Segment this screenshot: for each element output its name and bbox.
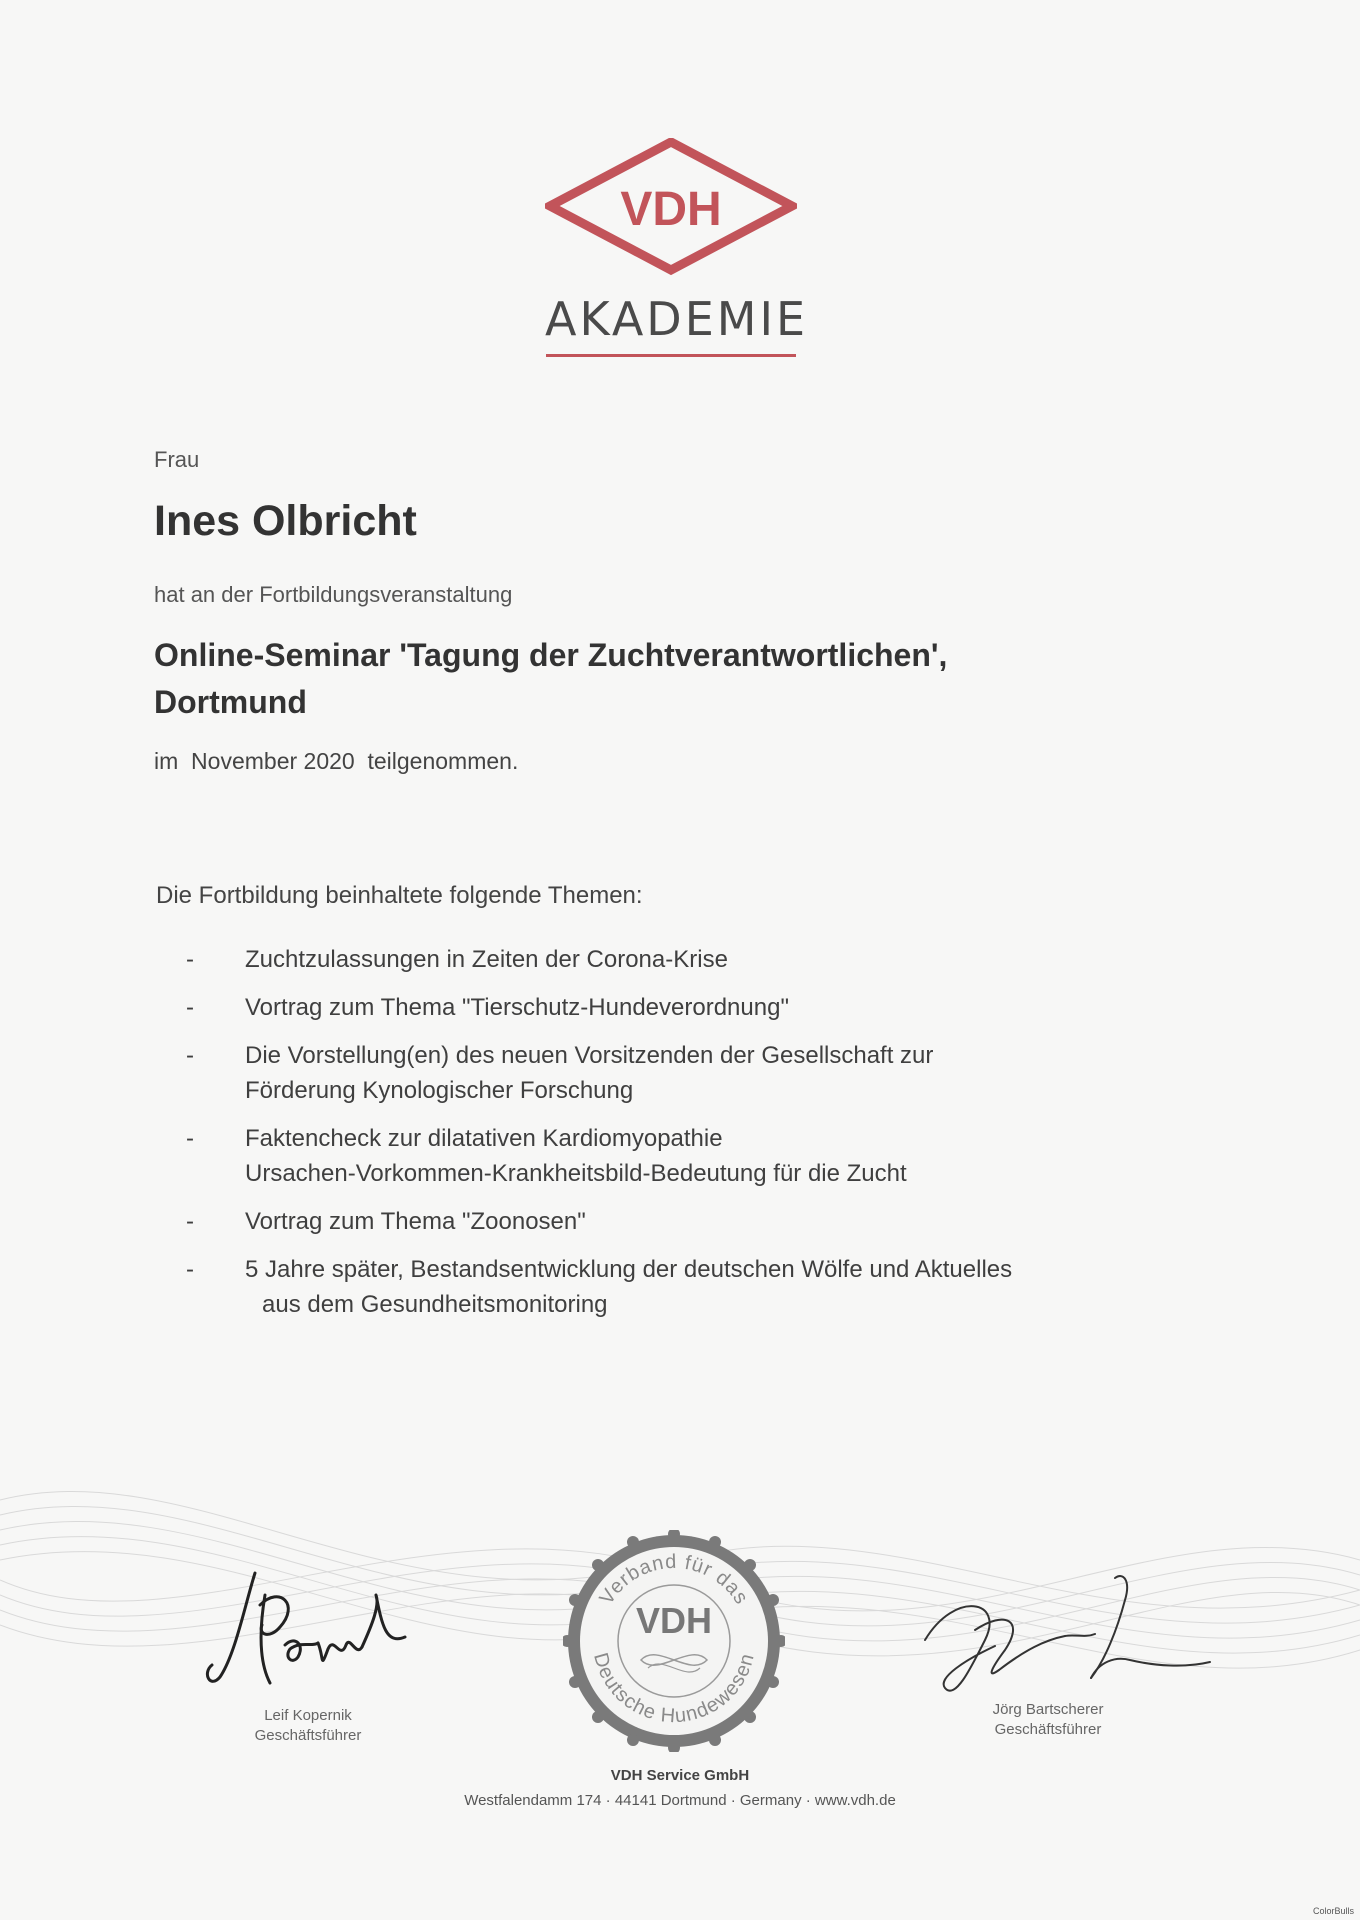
topic-text: Die Vorstellung(en) des neuen Vorsitzenden der Gesellschaft zur xyxy=(245,1042,934,1069)
topic-text-continued: Förderung Kynologischer Forschung xyxy=(245,1077,634,1104)
list-item xyxy=(150,990,1150,1025)
topic-text: Faktencheck zur dilatativen Kardiomyopathie xyxy=(245,1125,723,1152)
company-address: Westfalendamm 174 · 44141 Dortmund · Germany · www.vdh.de xyxy=(464,1792,896,1809)
company-name: VDH Service GmbH xyxy=(610,1767,750,1784)
topic-text-continued: Ursachen-Vorkommen-Krankheitsbild-Bedeutung für die Zucht xyxy=(245,1160,907,1187)
seal-top-text: Verband für das xyxy=(595,1550,753,1609)
topics-list xyxy=(150,942,1150,1335)
signatory-left-name: Leif Kopernik xyxy=(264,1707,352,1724)
logo-brand-text: VDH xyxy=(620,183,722,236)
signatory-left-role: Geschäftsführer xyxy=(254,1727,362,1744)
logo-underline xyxy=(546,354,796,357)
seal-bottom-text: Deutsche Hundewesen xyxy=(589,1650,759,1728)
list-item xyxy=(150,1252,1150,1322)
topics-heading: Die Fortbildung beinhaltete folgende Themen: xyxy=(156,882,643,909)
topic-text: Zuchtzulassungen in Zeiten der Corona-Krise xyxy=(245,946,728,973)
vdh-seal-icon xyxy=(563,1530,785,1752)
signature-right-icon xyxy=(915,1570,1215,1720)
topic-text: Vortrag zum Thema "Tierschutz-Hundeverordnung" xyxy=(245,994,789,1021)
list-dash: - xyxy=(186,1256,194,1283)
seal-center-text: VDH xyxy=(635,1600,713,1641)
event-title-line-2: Dortmund xyxy=(154,684,307,720)
list-dash: - xyxy=(186,1042,194,1069)
topic-text: Vortrag zum Thema "Zoonosen" xyxy=(245,1208,586,1235)
list-dash: - xyxy=(186,946,194,973)
list-item xyxy=(150,942,1150,977)
intro-text: hat an der Fortbildungsveranstaltung xyxy=(154,582,513,607)
salutation: Frau xyxy=(154,447,200,472)
scan-watermark: ColorBulls xyxy=(1312,1906,1354,1916)
list-dash: - xyxy=(186,1208,194,1235)
topic-text: 5 Jahre später, Bestandsentwicklung der deutschen Wölfe und Aktuelles xyxy=(245,1256,1013,1283)
recipient-name: Ines Olbricht xyxy=(154,497,417,545)
event-title-line-1: Online-Seminar 'Tagung der Zuchtverantwortlichen', xyxy=(154,637,948,673)
logo-subtitle: AKADEMIE xyxy=(545,292,809,346)
signatory-right-name: Jörg Bartscherer xyxy=(992,1701,1104,1718)
list-dash: - xyxy=(186,1125,194,1152)
list-item xyxy=(150,1121,1150,1191)
list-item xyxy=(150,1038,1150,1108)
event-title xyxy=(154,632,1174,726)
participation-date: im November 2020 teilgenommen. xyxy=(154,748,519,774)
topic-text-continued: aus dem Gesundheitsmonitoring xyxy=(262,1291,608,1318)
signature-left-icon xyxy=(200,1565,420,1705)
signatory-right-role: Geschäftsführer xyxy=(994,1721,1102,1738)
list-dash: - xyxy=(186,994,194,1021)
list-item xyxy=(150,1204,1150,1239)
